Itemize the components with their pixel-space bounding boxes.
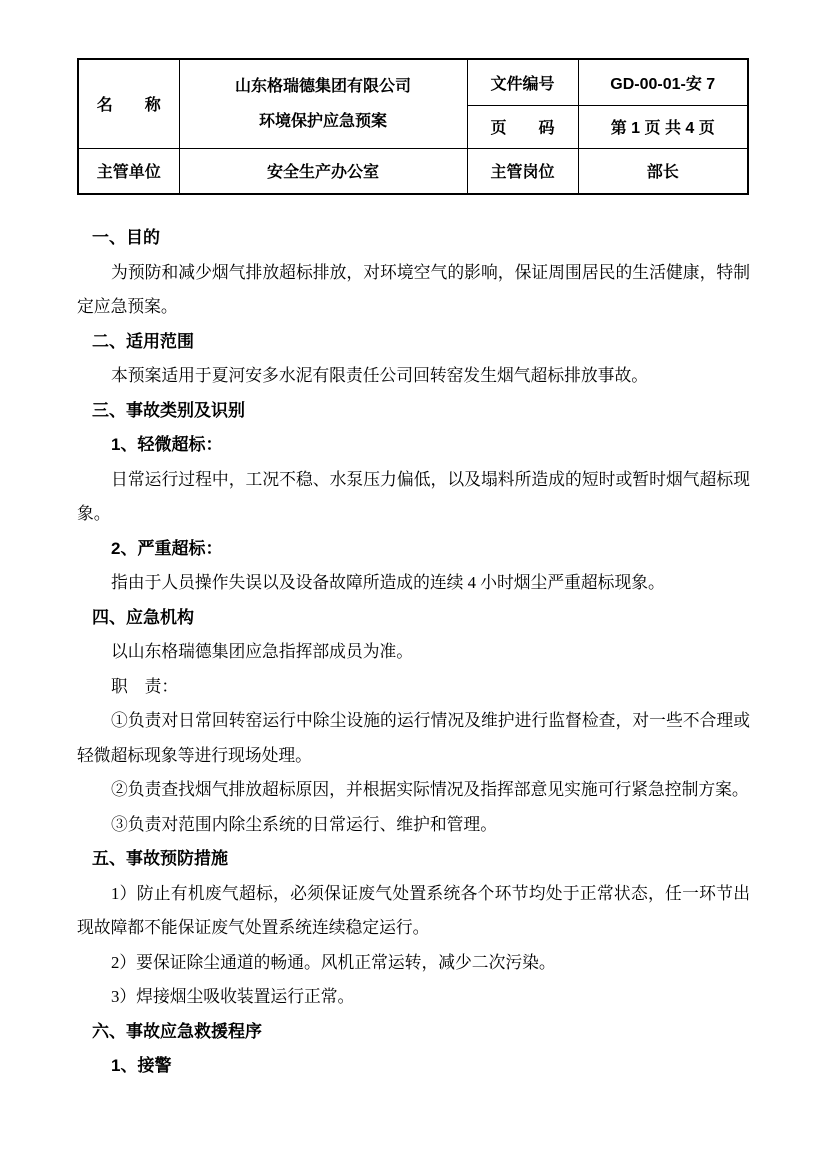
- section-heading-organization: 四、应急机构: [92, 607, 194, 627]
- paragraph-duties-label: 职 责：: [111, 676, 179, 696]
- sub-heading-severe-exceedance: 2、严重超标：: [111, 538, 223, 558]
- paragraph-duty-3: ③负责对范围内除尘系统的日常运行、维护和管理。: [111, 814, 497, 834]
- paragraph-duty-2: ②负责查找烟气排放超标原因，并根据实际情况及指挥部意见实施可行紧急控制方案。: [111, 780, 749, 799]
- section-heading-scope: 二、适用范围: [92, 331, 194, 351]
- sub-heading-alarm-reception: 1、接警: [111, 1056, 172, 1075]
- paragraph: 本预案适用于夏河安多水泥有限责任公司回转窑发生烟气超标排放事故。: [111, 366, 649, 385]
- document-title-line2: 环境保护应急预案: [258, 112, 387, 130]
- document-header-table: [77, 58, 749, 195]
- paragraph-duty-1: ①负责对日常回转窑运行中除尘设施的运行情况及维护进行监督检查，对一些不合理或轻微超标现象等进行现场处理。: [77, 711, 750, 765]
- name-label: 名 称: [78, 59, 179, 148]
- document-body: [77, 221, 750, 1084]
- supervising-post-label: 主管岗位: [467, 148, 578, 194]
- section-heading-purpose: 一、目的: [92, 228, 160, 247]
- supervising-post-value: 部长: [578, 148, 748, 194]
- paragraph-measure-2: 2）要保证除尘通道的畅通。风机正常运转，减少二次污染。: [111, 952, 556, 972]
- paragraph-measure-1: 1）防止有机废气超标，必须保证废气处置系统各个环节均处于正常状态，任一环节出现故障都不能保证废气处置系统连续稳定运行。: [77, 883, 750, 937]
- section-heading-prevention: 五、事故预防措施: [92, 849, 228, 868]
- page-number-value: 第 1 页 共 4 页: [578, 105, 748, 148]
- doc-number-value: GD-00-01-安 7: [578, 59, 748, 105]
- doc-number-label: 文件编号: [467, 59, 578, 105]
- document-title-cell: [179, 59, 467, 148]
- section-heading-rescue-procedure: 六、事故应急救援程序: [92, 1021, 262, 1041]
- section-heading-categories: 三、事故类别及识别: [92, 400, 245, 420]
- paragraph: 指由于人员操作失误以及设备故障所造成的连续 4 小时烟尘严重超标现象。: [111, 573, 665, 592]
- paragraph: 为预防和减少烟气排放超标排放，对环境空气的影响，保证周围居民的生活健康，特制定应急预案。: [77, 262, 750, 316]
- paragraph: 以山东格瑞德集团应急指挥部成员为准。: [111, 642, 414, 661]
- paragraph: 日常运行过程中，工况不稳、水泵压力偏低，以及塌料所造成的短时或暂时烟气超标现象。: [77, 469, 750, 523]
- supervising-unit-label: 主管单位: [78, 148, 179, 194]
- supervising-unit-value: 安全生产办公室: [179, 148, 467, 194]
- page-number-label: 页 码: [467, 105, 578, 148]
- sub-heading-minor-exceedance: 1、轻微超标：: [111, 435, 223, 454]
- document-title-line1: 山东格瑞德集团有限公司: [234, 77, 411, 95]
- paragraph-measure-3: 3）焊接烟尘吸收装置运行正常。: [111, 987, 355, 1006]
